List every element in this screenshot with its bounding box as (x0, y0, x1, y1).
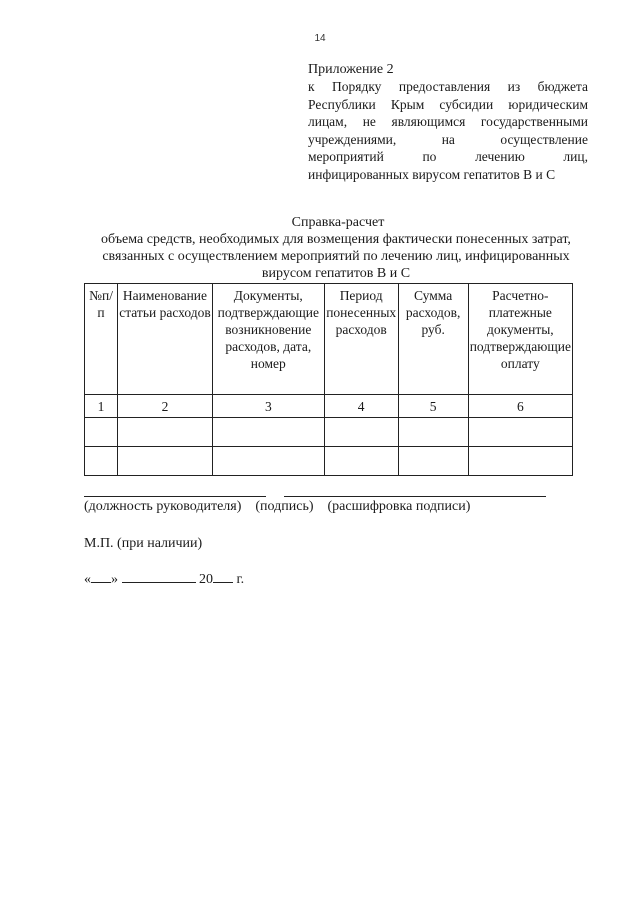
table-cell (398, 418, 468, 447)
day-blank (91, 569, 111, 583)
column-header-payment-docs: Расчетно-платежные документы, подтверждающие оплату (468, 284, 572, 395)
table-header-row (85, 284, 573, 395)
column-number-cell: 5 (398, 395, 468, 418)
column-header-amount: Сумма расходов, руб. (398, 284, 468, 395)
column-header-period: Период понесенных расходов (324, 284, 398, 395)
column-number-cell: 4 (324, 395, 398, 418)
column-number-cell: 2 (118, 395, 213, 418)
annex-title: Приложение 2 (308, 62, 394, 77)
table-row (85, 395, 573, 418)
column-number-cell: 6 (468, 395, 572, 418)
table-row (85, 447, 573, 476)
annex-body (308, 78, 588, 183)
column-number-cell: 1 (85, 395, 118, 418)
annex-line: инфицированных вирусом гепатитов В и С (308, 166, 556, 182)
table-cell (468, 447, 572, 476)
annex-line: лицам, не являющимся государственными (308, 114, 588, 129)
table-cell (212, 447, 324, 476)
calculation-table (84, 283, 573, 476)
date-open-quote: « (84, 572, 91, 587)
year-prefix: 20 (199, 572, 213, 587)
date-close-quote: » (111, 572, 118, 587)
annex-line: Республики Крым субсидии юридическим (308, 96, 588, 112)
position-signature-line (84, 496, 266, 497)
table-cell (118, 447, 213, 476)
year-blank (213, 569, 233, 583)
annex-line: к Порядку предоставления из бюджета (308, 79, 588, 94)
month-blank (122, 569, 196, 583)
annex-line: мероприятий по лечению лиц, (308, 149, 588, 164)
column-header-number: №п/п (85, 284, 118, 395)
column-header-documents: Документы, подтверждающие возникновение расходов, дата, номер (212, 284, 324, 395)
signature-line (284, 496, 546, 497)
annex-line: учреждениями, на осуществление (308, 131, 588, 147)
column-header-expense-item: Наименование статьи расходов (118, 284, 213, 395)
table-row (85, 418, 573, 447)
table-cell (85, 447, 118, 476)
table-cell (468, 418, 572, 447)
table-cell (398, 447, 468, 476)
table-cell (85, 418, 118, 447)
page-number: 14 (314, 33, 326, 44)
document-title: Справка-расчет (291, 215, 385, 230)
stamp-note: М.П. (при наличии) (84, 536, 203, 551)
column-number-cell: 3 (212, 395, 324, 418)
date-line (84, 569, 244, 588)
table-cell (118, 418, 213, 447)
document-subtitle: объема средств, необходимых для возмещения фактически понесенных затрат, связанных с осуществлением мероприятий по лечению лиц, инфицированных вирусом гепатитов В и С (101, 232, 571, 281)
signature-caption: (должность руководителя) (подпись) (расшифровка подписи) (84, 499, 471, 514)
table-cell (324, 418, 398, 447)
table-cell (324, 447, 398, 476)
table-cell (212, 418, 324, 447)
date-suffix: г. (236, 572, 245, 587)
